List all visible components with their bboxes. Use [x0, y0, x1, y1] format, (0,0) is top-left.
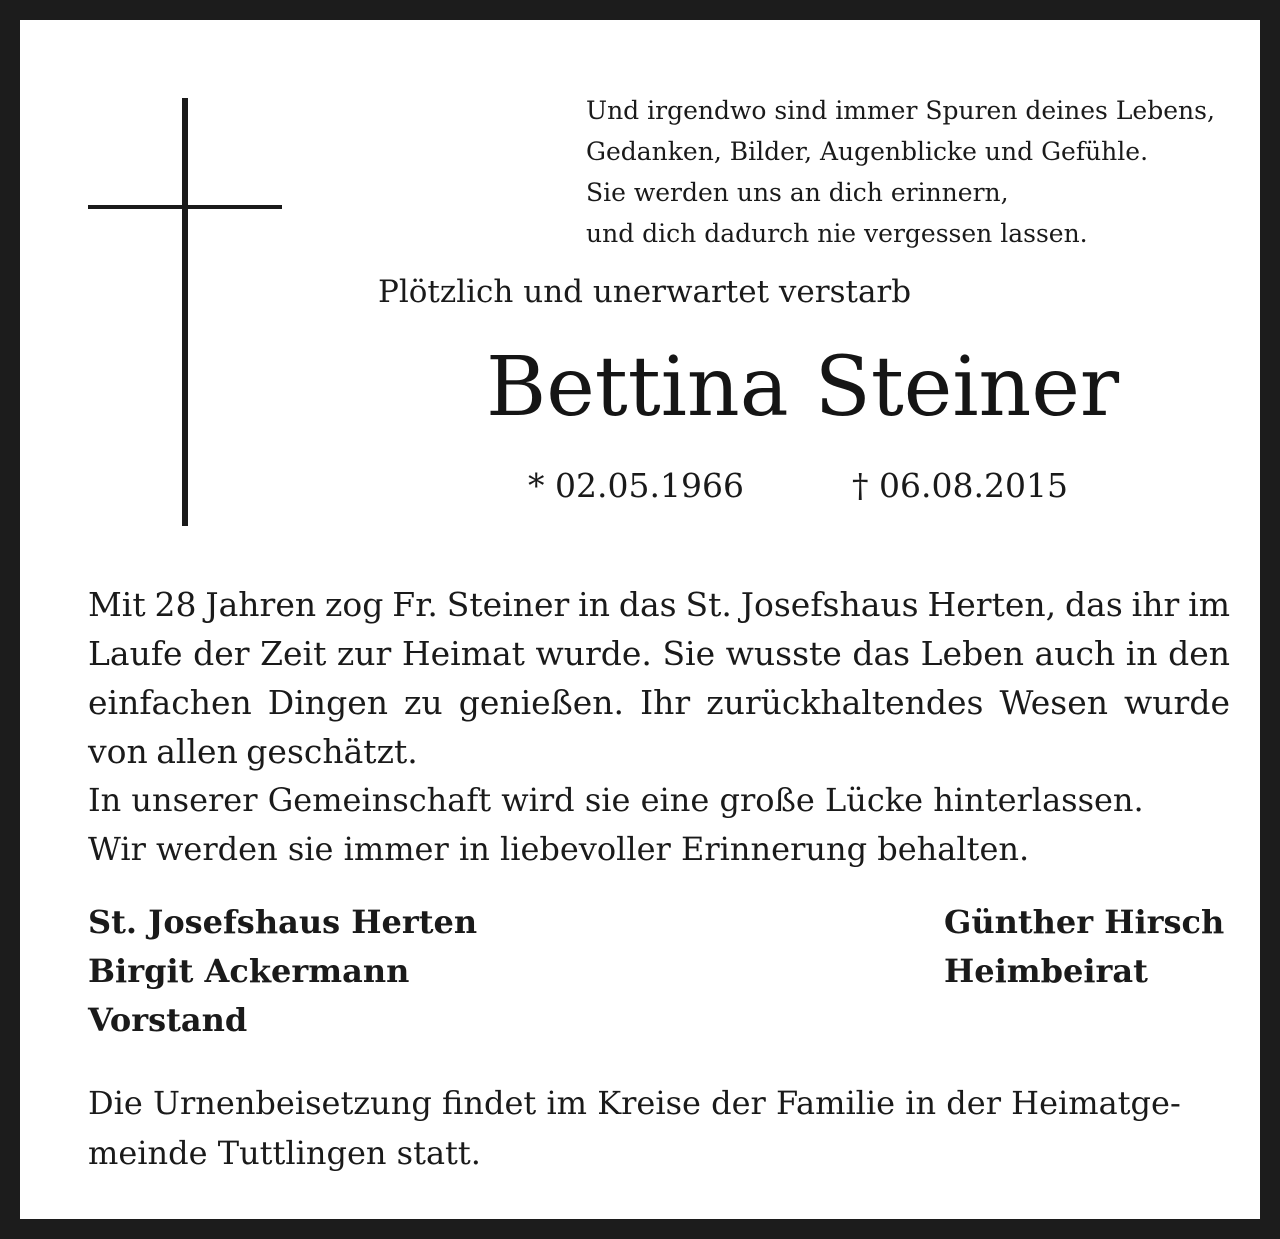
burial-notice: [88, 1078, 1238, 1178]
burial-notice-line: meinde Tuttlingen statt.: [88, 1134, 481, 1172]
death-date: † 06.08.2015: [852, 466, 1068, 505]
birth-date: * 02.05.1966: [528, 466, 744, 505]
signature-left: [88, 898, 477, 1045]
signature-line: St. Josefshaus Herten: [88, 903, 478, 941]
poem-line: Gedanken, Bilder, Augenblicke und Gefühle.: [586, 137, 1149, 166]
signature-line: Heimbeirat: [944, 952, 1148, 990]
deceased-name: Bettina Steiner: [486, 340, 1120, 435]
memorial-poem: [586, 90, 1266, 254]
obituary-paragraph: Mit 28 Jahren zog Fr. Steiner in das St. Josefshaus Herten, das ihr im Laufe der Zeit zur Heimat wurde. Sie wusste das Leben auch in den einfachen Dingen zu genießen. Ihr zurückhaltendes Wesen wurde von allen geschätzt.: [88, 585, 1230, 771]
burial-notice-line: Die Urnenbeisetzung findet im Kreise der Familie in der Heimatge-: [88, 1084, 1181, 1122]
obituary-line: Wir werden sie immer in liebevoller Erinnerung behalten.: [88, 830, 1030, 868]
poem-line: und dich dadurch nie vergessen lassen.: [586, 219, 1088, 248]
signature-line: Günther Hirsch: [944, 903, 1225, 941]
signature-right: [944, 898, 1224, 996]
signature-line: Vorstand: [88, 1001, 248, 1039]
cross-icon: [182, 98, 188, 526]
obituary-line: In unserer Gemeinschaft wird sie eine große Lücke hinterlassen.: [88, 781, 1144, 819]
signature-line: Birgit Ackermann: [88, 952, 410, 990]
death-intro: Plötzlich und unerwartet verstarb: [378, 274, 912, 310]
poem-line: Sie werden uns an dich erinnern,: [586, 178, 1009, 207]
cross-icon-bar: [88, 205, 282, 209]
obituary-text: [88, 580, 1230, 874]
poem-line: Und irgendwo sind immer Spuren deines Lebens,: [586, 96, 1215, 125]
